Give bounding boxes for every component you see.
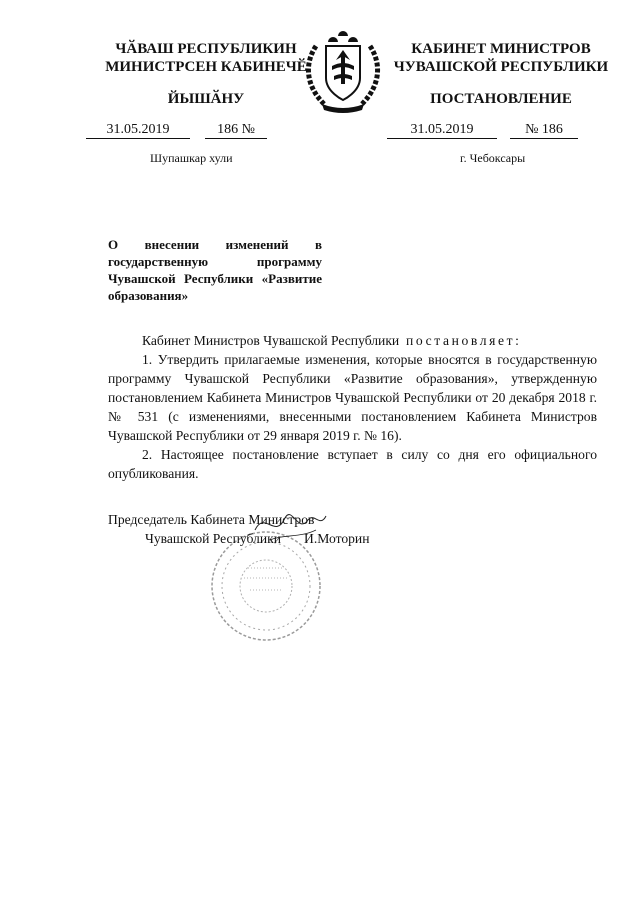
header-right-date: 31.05.2019: [387, 122, 497, 139]
body-item-2: 2. Настоящее постановление вступает в силу со дня его официального опубликования.: [108, 447, 597, 481]
header-right-line2: ЧУВАШСКОЙ РЕСПУБЛИКИ: [393, 59, 609, 75]
signature-line2: Чувашской Республики: [145, 531, 281, 546]
header-right: [386, 40, 616, 76]
header-right-doc-type: ПОСТАНОВЛЕНИЕ: [430, 91, 572, 107]
header-right-place: г. Чебоксары: [460, 151, 526, 165]
header-left: [86, 40, 326, 76]
handwritten-signature: [250, 500, 330, 546]
signature-name: И.Моторин: [304, 531, 370, 546]
chuvash-emblem-icon: [298, 26, 388, 114]
header-left-doc-type: ЙЫШӐНУ: [167, 91, 245, 107]
preamble-text: Кабинет Министров Чувашской Республики: [142, 333, 400, 348]
document-subject: О внесении изменений в государственную программу Чувашской Республики «Развитие образования»: [108, 237, 322, 303]
body-preamble: [108, 331, 597, 350]
header-right-number: № 186: [510, 122, 578, 139]
decree-word: постановляет:: [406, 333, 522, 348]
header-left-place: Шупашкар хули: [150, 151, 233, 165]
header-right-line1: КАБИНЕТ МИНИСТРОВ: [411, 41, 591, 57]
header-left-line1: ЧӐВАШ РЕСПУБЛИКИН: [115, 41, 297, 57]
header-left-date: 31.05.2019: [86, 122, 190, 139]
header-left-line2: МИНИСТРСЕН КАБИНЕЧӖ: [105, 59, 307, 75]
document-body: [108, 331, 597, 483]
body-item-1: 1. Утвердить прилагаемые изменения, которые вносятся в государственную программу Чувашской Республики «Развитие образования», утвержденную постановлением Кабинета Министров Чувашской Республики от 20 декабря 2018 г. № 531 (с изменениями, внесенными постановлением Кабинета Министров Чувашской Республики от 29 января 2019 г. № 16).: [108, 352, 597, 443]
header-left-number: 186 №: [205, 122, 267, 139]
signature-line1: Председатель Кабинета Министров: [108, 512, 315, 527]
